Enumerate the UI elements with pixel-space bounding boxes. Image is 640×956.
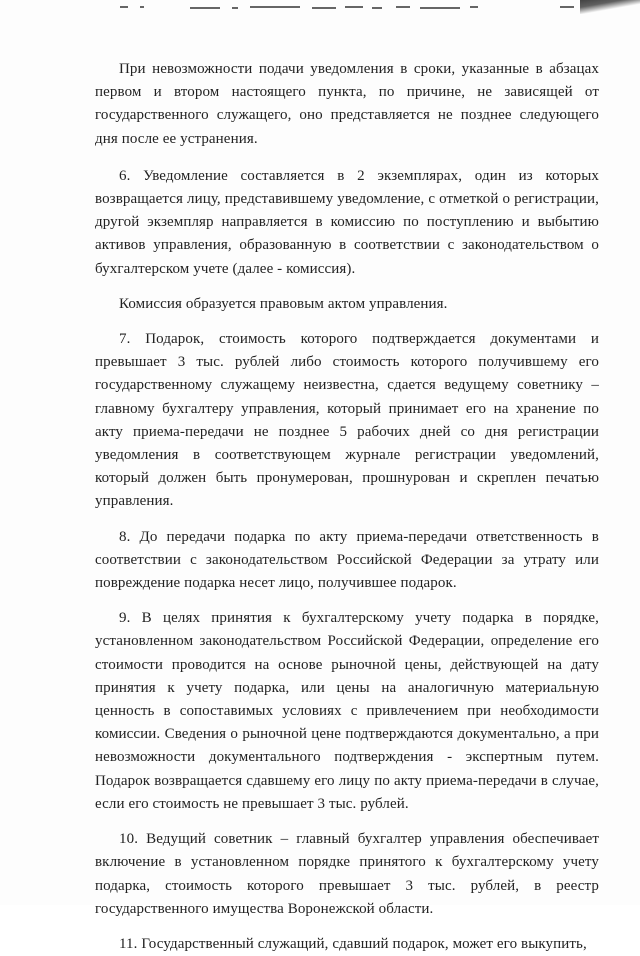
paragraph-8: 11. Государственный служащий, сдавший подарок, может его выкупить,: [119, 935, 587, 952]
paragraph-4: 7. Подарок, стоимость которого подтверждается документами и превышает 3 тыс. рублей либо стоимость которого получившему его государственному служащему неизвестна, сдается ведущему советнику – главному бухгалтеру управления, который принимает его на хранение по акту приема-передачи не позднее 5 рабочих дней со дня регистрации уведомления в соответствующем журнале регистрации уведомлений, который должен быть пронумерован, прошнурован и скреплен печатью управления.: [95, 331, 599, 510]
scan-artifact-top: [0, 0, 640, 14]
paragraph-7: 10. Ведущий советник – главный бухгалтер управления обеспечивает включение в установленном порядке принятого к бухгалтерскому учету подарка, стоимость которого превышает 3 тыс. рублей, в реестр государственного имущества Воронежской области.: [95, 831, 599, 917]
paragraph-3: Комиссия образуется правовым актом управления.: [119, 295, 448, 312]
paragraph-6: 9. В целях принятия к бухгалтерскому учету подарка в порядке, установленном законодательством Российской Федерации, определение его стоимости проводится на основе рыночной цены, действующей на дату принятия к учету подарка, или цены на аналогичную материальную ценность в сопоставимых условиях с привлечением при необходимости комиссии. Сведения о рыночной цене подтверждаются документально, а при невозможности документального подтверждения - экспертным путем. Подарок возвращается сдавшему его лицу по акту приема-передачи в случае, если его стоимость не превышает 3 тыс. рублей.: [95, 610, 599, 812]
document-body: [95, 58, 599, 956]
paragraph-1: При невозможности подачи уведомления в сроки, указанные в абзацах первом и втором настоящего пункта, по причине, не зависящей от государственного служащего, оно представляется не позднее следующего дня после ее устранения.: [95, 61, 599, 147]
paragraph-2: 6. Уведомление составляется в 2 экземплярах, один из которых возвращается лицу, представившему уведомление, с отметкой о регистрации, другой экземпляр направляется в комиссию по поступлению и выбытию активов управления, образованную в соответствии с законодательством о бухгалтерском учете (далее - комиссия).: [95, 167, 599, 277]
scan-artifact-corner: [580, 0, 640, 14]
paragraph-5: 8. До передачи подарка по акту приема-передачи ответственность в соответствии с законодательством Российской Федерации за утрату или повреждение подарка несет лицо, получившее подарок.: [95, 528, 599, 592]
